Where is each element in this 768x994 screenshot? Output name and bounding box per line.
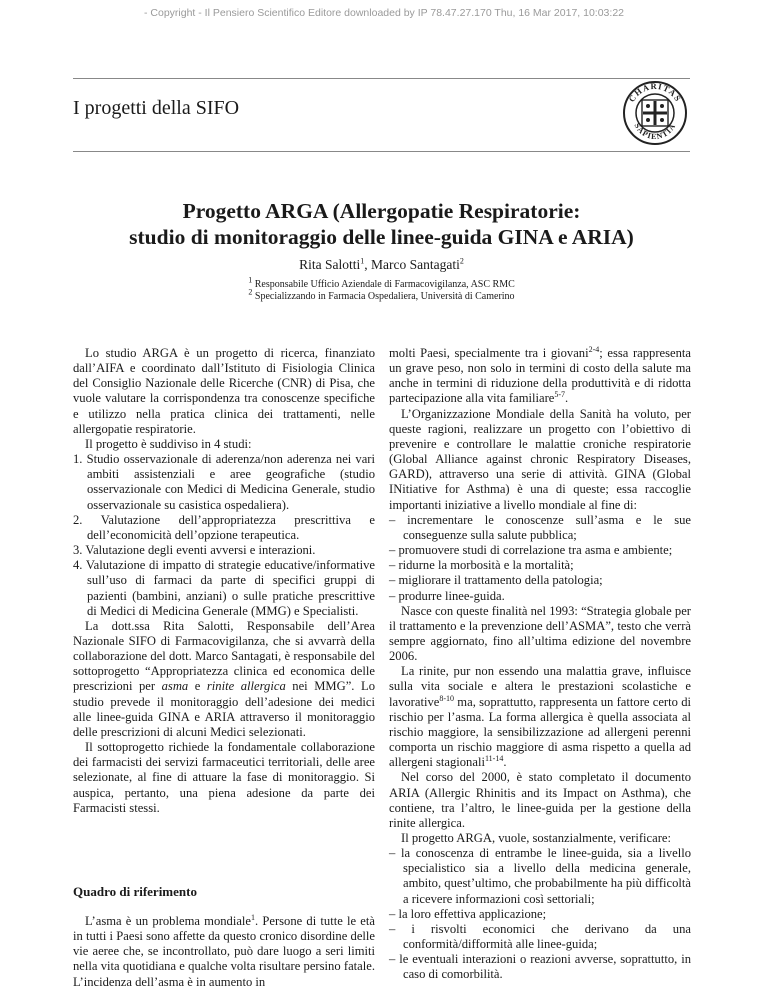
authors	[73, 257, 690, 273]
text-run: molti Paesi, specialmente tra i giovani	[389, 346, 589, 360]
citation-marker: 2-4	[588, 344, 600, 354]
author-affiliation-marker: 2	[459, 256, 464, 266]
citation-marker: 8-10	[439, 693, 455, 703]
list-item: 3. Valutazione degli eventi avversi e interazioni.	[73, 543, 316, 558]
list-item: – ridurne la morbosità e la mortalità;	[389, 558, 574, 573]
section-heading: Quadro di riferimento	[73, 883, 197, 899]
text-run: La dott.ssa Rita Salotti, Responsabile dell’Area Nazionale SIFO di Farmacovigilanza, che si avvarrà della collaborazione del dott. Marco Santagati, è responsabile del sottoprogetto “Appropriatezza clinica ed economica delle prescrizioni per	[73, 618, 375, 694]
paragraph: Lo studio ARGA è un progetto di ricerca, finanziato dall’AIFA e coordinato dall’Istituto di Fisiologia Clinica del Consiglio Nazionale delle Ricerche (CNR) di Pisa, che vuole valutare la corrispondenza tra conoscenze specifiche e utilizzo nella pratica clinica dei trattamenti, nelle allergopatie respiratorie.	[73, 346, 375, 436]
text-run: nei MMG”. Lo studio prevede il monitoraggio dell’adesione dei medici alle linee-guida GINA e ARIA attraverso il monitoraggio delle prescrizioni di alcuni Medici selezionati.	[73, 679, 375, 739]
author-name: Rita Salotti	[299, 257, 361, 272]
paragraph	[389, 346, 691, 407]
paragraph	[389, 664, 691, 770]
affiliation-marker: 1	[248, 275, 253, 285]
citation-marker: 5-7	[554, 390, 566, 400]
text-run: L’asma è un problema mondiale	[85, 914, 252, 928]
header-bottom-rule	[73, 151, 690, 152]
emphasis: asma	[161, 679, 189, 694]
list-item: – incrementare le conoscenze sull’asma e le sue conseguenze sulla salute pubblica;	[389, 512, 691, 542]
gina-goals-list	[389, 513, 691, 604]
list-item: – migliorare il trattamento della patologia;	[389, 573, 603, 588]
arga-goals-list	[389, 846, 691, 982]
list-item: – la conoscenza di entrambe le linee-guida, sia a livello specialistico sia a livello della medicina generale, ambito, quest’ultimo, che probabilmente ha più difficoltà a ricevere informazioni così settoriali;	[389, 846, 691, 906]
affiliation-text: Responsabile Ufficio Aziendale di Farmacovigilanza, ASC RMC	[252, 279, 515, 290]
affiliation-1	[73, 275, 690, 291]
text-run: .	[503, 755, 507, 770]
citation-marker: 11-14	[484, 754, 504, 764]
text-run: ; essa rappresenta un grave peso, non solo in termini di costo della salute ma anche in termini di riduzione della produttività e di ridotta partecipazione alla vita familiare	[389, 346, 691, 406]
article-title	[73, 198, 690, 250]
copyright-notice: - Copyright - Il Pensiero Scientifico Editore downloaded by IP 78.47.27.170 Thu, 16 Mar 2017, 10:03:22	[144, 7, 624, 19]
text-run: . Persone di tutte le età in tutti i Paesi sono affette da questo cronico disordine delle vie aeree che, se incontrollato, può dare luogo a seri limiti nella vita quotidiana e qualche volta risultare persino fatale. L’incidenza dell’asma è in aumento in	[73, 914, 375, 989]
author-affiliation-marker: 1	[360, 256, 365, 266]
paragraph	[73, 619, 375, 740]
study-list	[73, 452, 375, 619]
affiliations	[73, 275, 690, 303]
affiliation-text: Specializzando in Farmacia Ospedaliera, Università di Camerino	[252, 291, 515, 302]
paragraph: L’Organizzazione Mondiale della Sanità ha voluto, per queste ragioni, realizzare un progetto con l’obiettivo di prevenire e controllare le malattie croniche respiratorie (Global Alliance against chronic Respiratory Diseases, GARD), attraverso una serie di attività. GINA (Global INitiative for Asthma) è una di queste; essa raccoglie importanti iniziative a livello mondiale al fine di:	[389, 406, 691, 512]
svg-text:SAPIENTIA: SAPIENTIA	[632, 121, 678, 142]
author-name: Marco Santagati	[371, 257, 460, 272]
paragraph: Il progetto è suddiviso in 4 studi:	[85, 436, 252, 451]
text-run: ma, soprattutto, rappresenta un fattore certo di rischio per l’asma. La forma allergica è quella associata al rischio maggiore, la sensibilizzazione ad allergeni perenni comporta un rischio maggiore di asma rispetto a quella ad allergeni stagionali	[389, 694, 691, 770]
list-item: – produrre linee-guida.	[389, 588, 505, 603]
affiliation-marker: 2	[248, 287, 253, 297]
title-line-1: Progetto ARGA (Allergopatie Respiratorie:	[182, 199, 581, 223]
paragraph: Il progetto ARGA, vuole, sostanzialmente, verificare:	[401, 831, 671, 845]
text-run: .	[565, 391, 569, 406]
list-item: 2. Valutazione dell’appropriatezza prescrittiva e dell’economicità dell’opzione terapeutica.	[73, 512, 375, 542]
paragraph: Nasce con queste finalità nel 1993: “Strategia globale per il trattamento e la prevenzione dell’ASMA”, testo che verrà sempre aggiornato, fino all’ultima edizione del novembre 2006.	[389, 603, 691, 664]
citation-marker: 1	[251, 912, 256, 922]
emphasis: rinite allergica	[206, 679, 286, 694]
list-item: – la loro effettiva applicazione;	[389, 906, 547, 921]
list-item: 1. Studio osservazionale di aderenza/non aderenza nei vari ambiti assistenziali e aree geografiche (studio osservazionale con Medici di Medicina Generale, studio osservazionale su casistica ospedaliera).	[73, 452, 375, 512]
list-item: – i risvolti economici che derivano da una conformità/difformità alle linee-guida;	[389, 921, 691, 952]
section-title: I progetti della SIFO	[73, 97, 240, 119]
list-item: – promuovere studi di correlazione tra asma e ambiente;	[389, 543, 673, 558]
text-run: e	[188, 679, 207, 694]
charitas-sapientia-logo	[622, 80, 688, 146]
author-separator: ,	[364, 257, 372, 272]
paragraph: Il sottoprogetto richiede la fondamentale collaborazione dei farmacisti dei servizi farmaceutici territoriali, delle aree selezionate, al fine di attuare la fase di monitoraggio. Si auspica, pertanto, una piena adesione da parte dei Farmacisti stessi.	[73, 740, 375, 815]
svg-text:CHARITAS: CHARITAS	[626, 80, 684, 104]
right-column	[389, 346, 691, 983]
title-line-2: studio di monitoraggio delle linee-guida GINA e ARIA)	[129, 225, 634, 249]
affiliation-2	[73, 287, 690, 303]
list-item: 4. Valutazione di impatto di strategie educative/informative sull’uso di farmaci da parte di specifici gruppi di pazienti (bambini, anziani) o sulle pratiche prescrittive di Medici di Medicina Generale (MMG) e Specialisti.	[73, 558, 375, 618]
top-rule	[73, 78, 690, 79]
paragraph	[73, 914, 375, 990]
list-item: – le eventuali interazioni o reazioni avverse, soprattutto, in caso di comorbilità.	[389, 952, 691, 982]
paragraph: Nel corso del 2000, è stato completato il documento ARIA (Allergic Rhinitis and its Impact on Asthma), che contiene, tra l’altro, le linee-guida per la gestione della rinite allergica.	[389, 770, 691, 830]
text-run: La rinite, pur non essendo una malattia grave, influisce sulla vita sociale e altera le prestazioni scolastiche e lavorative	[389, 664, 691, 709]
left-column	[73, 346, 375, 990]
